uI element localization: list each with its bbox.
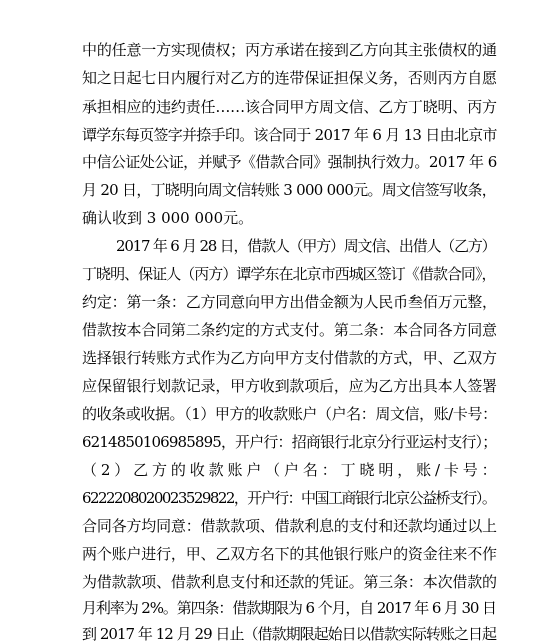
text-line: 谭学东每页签字并捺手印。该合同于 2017 年 6 月 13 日由北京市	[82, 126, 497, 144]
text-line: 知之日起七日内履行对乙方的连带保证担保义务，否则丙方自愿	[82, 69, 497, 87]
text-line: 承担相应的违约责任……该合同甲方周文信、乙方丁晓明、丙方	[82, 98, 497, 116]
paragraph-first-line: 2017 年 6 月 28 日，借款人（甲方）周文信、出借人（乙方）	[116, 237, 496, 255]
text-line: 的收条或收据。（1）甲方的收款账户（户名：周文信，账/卡号：	[82, 405, 497, 423]
text-line: 合同各方均同意：借款款项、借款利息的支付和还款均通过以上	[82, 517, 497, 535]
text-line: 中信公证处公证，并赋予《借款合同》强制执行效力。2017 年 6	[82, 153, 497, 171]
text-line: 两个账户进行，甲、乙双方名下的其他银行账户的资金往来不作	[82, 545, 497, 563]
text-line: 确认收到 3 000 000元。	[82, 209, 254, 227]
text-line: 到 2017 年 12 月 29 日止（借款期限起始日以借款实际转账之日起	[82, 625, 496, 643]
text-line: 为借款款项、借款利息支付和还款的凭证。第三条：本次借款的	[82, 573, 497, 591]
text-line: 中的任意一方实现债权；丙方承诺在接到乙方向其主张债权的通	[82, 41, 497, 59]
text-line: 应保留银行划款记录，甲方收到款项后，应为乙方出具本人签署	[82, 377, 497, 395]
text-line: 6214850106985895，开户行：招商银行北京分行亚运村支行）；	[82, 433, 497, 451]
text-line: （2）乙方的收款账户（户名：丁晓明，账/卡号：	[82, 461, 501, 479]
text-line: 选择银行转账方式作为乙方向甲方支付借款的方式，甲、乙双方	[82, 349, 497, 367]
text-line: 丁晓明、保证人（丙方）谭学东在北京市西城区签订《借款合同》，	[82, 265, 496, 283]
text-line: 约定：第一条：乙方同意向甲方出借金额为人民币叁佰万元整，	[82, 293, 497, 311]
text-line: 6222208020023529822，开户行：中国工商银行北京公益桥支行）。	[82, 489, 496, 507]
text-line: 月 20 日，丁晓明向周文信转账 3 000 000元。周文信签写收条，	[82, 181, 497, 199]
text-line: 借款按本合同第二条约定的方式支付。第二条：本合同各方同意	[82, 321, 497, 339]
text-line: 月利率为 2%。第四条：借款期限为 6 个月，自 2017 年 6 月 30 日	[82, 599, 496, 617]
